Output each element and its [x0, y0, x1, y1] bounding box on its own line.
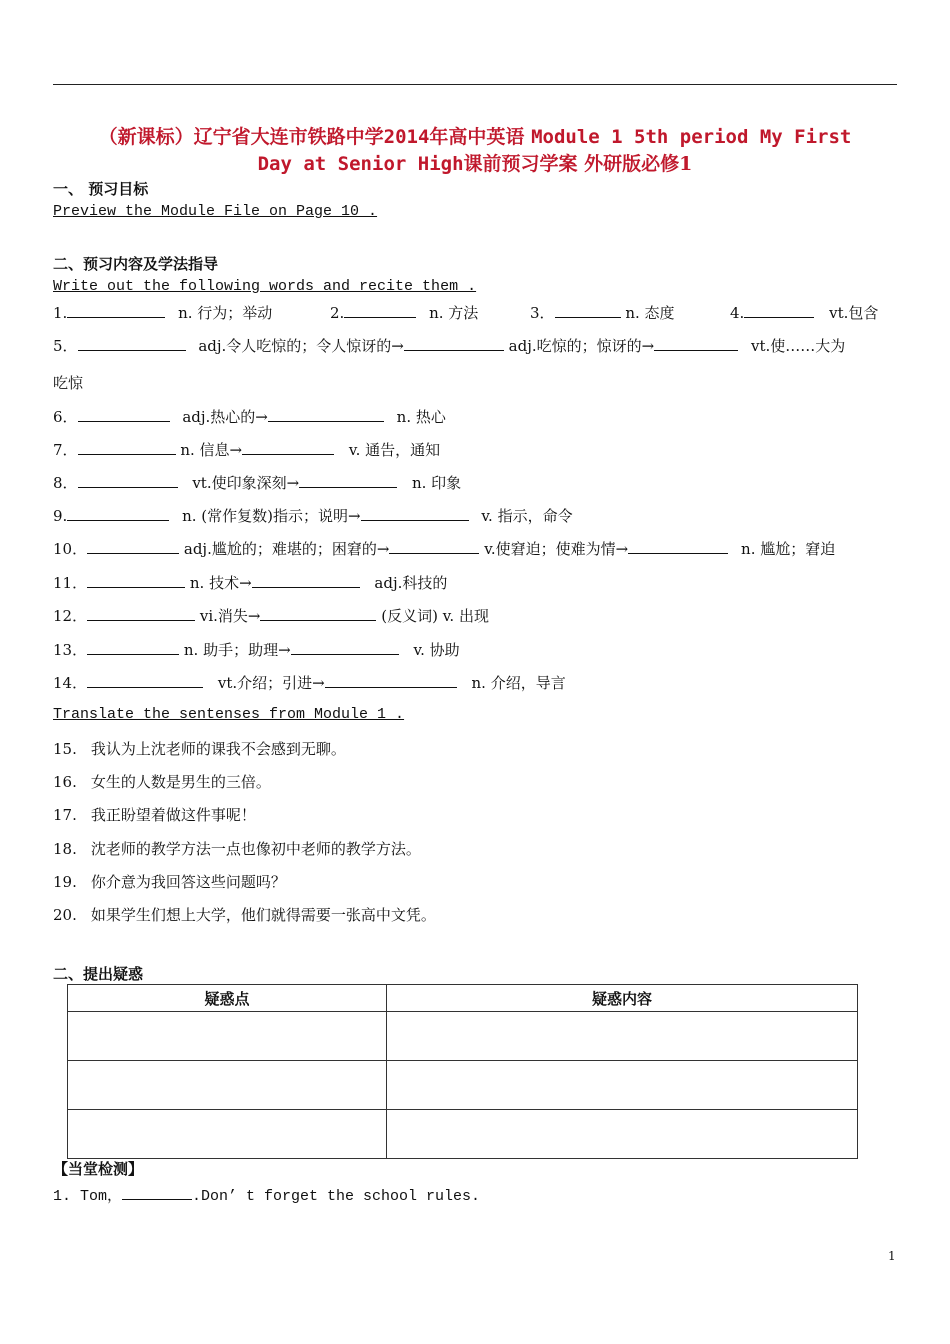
sentence-18: 18. 沈老师的教学方法一点也像初中老师的教学方法。	[53, 840, 421, 858]
table-row	[68, 1110, 858, 1159]
table-cell[interactable]	[387, 1061, 858, 1110]
blank-8b[interactable]	[299, 473, 397, 488]
table-cell[interactable]	[68, 1110, 387, 1159]
blank-4[interactable]	[744, 303, 814, 318]
vocab-row-8: 8． vt.使印象深刻→ n. 印象	[53, 474, 462, 492]
blank-8a[interactable]	[78, 473, 178, 488]
vocab-row-6: 6． adj.热心的→ n. 热心	[53, 408, 446, 426]
vocab-item-4: 4. vt.包含	[730, 304, 879, 322]
blank-3[interactable]	[555, 303, 621, 318]
blank-5a[interactable]	[78, 336, 186, 351]
section-heading-goals: 一、 预习目标	[53, 180, 149, 198]
vocab-row-14: 14． vt.介绍；引进→ n. 介绍，导言	[53, 674, 566, 692]
table-cell[interactable]	[68, 1061, 387, 1110]
blank-7b[interactable]	[242, 440, 334, 455]
vocab-row-13: 13． n. 助手；助理→ v. 协助	[53, 641, 460, 659]
blank-9a[interactable]	[67, 506, 169, 521]
blank-13a[interactable]	[87, 640, 179, 655]
blank-12b[interactable]	[260, 606, 376, 621]
vocab-row-7: 7． n. 信息→ v. 通告，通知	[53, 441, 441, 459]
blank-6b[interactable]	[268, 407, 384, 422]
vocab-row-11: 11． n. 技术→ adj.科技的	[53, 574, 448, 592]
blank-check-1[interactable]	[122, 1185, 192, 1200]
blank-10a[interactable]	[87, 539, 179, 554]
sentence-19: 19. 你介意为我回答这些问题吗？	[53, 873, 286, 891]
table-row	[68, 1012, 858, 1061]
vocab-row-9: 9. n. (常作复数)指示；说明→ v. 指示，命令	[53, 507, 573, 525]
vocab-item-3: 3． n. 态度	[530, 304, 675, 322]
vocab-row-10: 10． adj.尴尬的；难堪的；困窘的→ v.使窘迫；使难为情→ n. 尴尬；窘迫	[53, 540, 836, 558]
blank-5b[interactable]	[404, 336, 504, 351]
vocab-row-12: 12． vi.消失→ (反义词) v. 出现	[53, 607, 489, 625]
translate-instruction: Translate the sentenses from Module 1 .	[53, 706, 405, 723]
table-header-point: 疑惑点	[68, 985, 387, 1012]
blank-12a[interactable]	[87, 606, 195, 621]
page-number: 1	[888, 1249, 896, 1263]
blank-6a[interactable]	[78, 407, 170, 422]
blank-14a[interactable]	[87, 673, 203, 688]
table-header-content: 疑惑内容	[387, 985, 858, 1012]
sentence-17: 17. 我正盼望着做这件事呢！	[53, 806, 256, 824]
blank-10b[interactable]	[389, 539, 479, 554]
blank-11a[interactable]	[87, 573, 185, 588]
blank-1[interactable]	[67, 303, 165, 318]
section-heading-questions: 二、提出疑惑	[53, 965, 144, 983]
sentence-16: 16. 女生的人数是男生的三倍。	[53, 773, 271, 791]
table-cell[interactable]	[387, 1012, 858, 1061]
top-rule	[53, 84, 897, 85]
sentence-20: 20. 如果学生们想上大学，他们就得需要一张高中文凭。	[53, 906, 436, 924]
table-cell[interactable]	[387, 1110, 858, 1159]
blank-13b[interactable]	[291, 640, 399, 655]
blank-10c[interactable]	[628, 539, 728, 554]
blank-14b[interactable]	[325, 673, 457, 688]
vocab-row-5: 5． adj.令人吃惊的；令人惊讶的→ adj.吃惊的；惊讶的→ vt.使……大为	[53, 337, 846, 355]
vocab-item-2: 2. n. 方法	[330, 304, 479, 322]
vocab-row-1-4: 1. n. 行为；举动	[53, 304, 273, 322]
table-cell[interactable]	[68, 1012, 387, 1061]
check-question-1: 1. Tom， .Don’ t forget the school rules.	[53, 1184, 480, 1205]
section-heading-content: 二、预习内容及学法指导	[53, 255, 219, 273]
words-instruction: Write out the following words and recite them .	[53, 278, 477, 295]
blank-2[interactable]	[344, 303, 416, 318]
vocab-row-5-cont: 吃惊	[53, 374, 84, 392]
blank-7a[interactable]	[78, 440, 176, 455]
table-row	[68, 1061, 858, 1110]
questions-table	[67, 984, 858, 1159]
sentence-15: 15. 我认为上沈老师的课我不会感到无聊。	[53, 740, 346, 758]
blank-11b[interactable]	[252, 573, 360, 588]
section-heading-check: 【当堂检测】	[53, 1160, 144, 1178]
goal-text: Preview the Module File on Page 10 .	[53, 203, 378, 220]
blank-9b[interactable]	[361, 506, 469, 521]
page-title: （新课标）辽宁省大连市铁路中学2014年高中英语 Module 1 5th period My First Day at Senior High课前预习学案 外研版必修1	[98, 126, 852, 175]
blank-5c[interactable]	[654, 336, 738, 351]
